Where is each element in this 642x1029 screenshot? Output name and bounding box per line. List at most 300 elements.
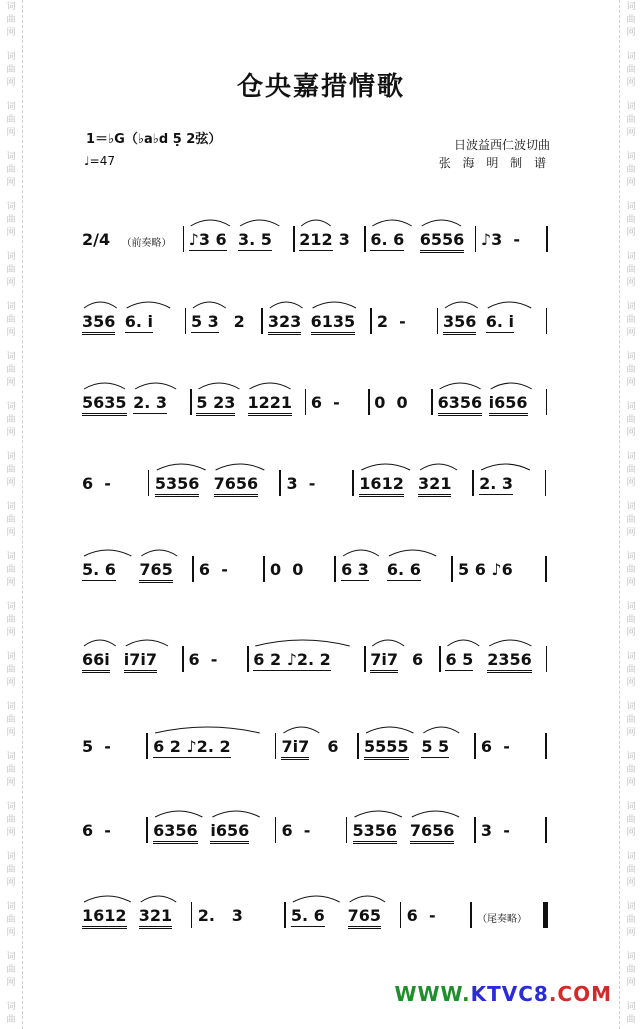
watermark-glyph: 曲 bbox=[626, 315, 636, 325]
watermark-glyph: 词 bbox=[6, 152, 16, 162]
watermark-glyph: 词 bbox=[626, 102, 636, 112]
watermark-glyph: 词 bbox=[626, 302, 636, 312]
bar-line bbox=[370, 308, 372, 334]
watermark-glyph: 网 bbox=[626, 28, 636, 38]
note-group: 356 bbox=[443, 312, 476, 335]
note-group: ♪3 6 bbox=[188, 230, 227, 249]
score-line bbox=[78, 906, 558, 946]
composer-credit: 日波益西仁波切曲 bbox=[453, 138, 550, 152]
watermark-glyph: 网 bbox=[6, 678, 16, 688]
note-group: 212 bbox=[299, 230, 333, 249]
watermark-glyph: 曲 bbox=[626, 415, 636, 425]
watermark-glyph: 曲 bbox=[6, 765, 16, 775]
slur-mark bbox=[141, 896, 176, 902]
watermark-glyph: 网 bbox=[626, 828, 636, 838]
watermark-glyph: 词 bbox=[626, 52, 636, 62]
slur-mark bbox=[343, 550, 379, 556]
footer-brand: KTVC8 bbox=[470, 982, 549, 1006]
watermark-glyph: 曲 bbox=[626, 365, 636, 375]
watermark-glyph: 曲 bbox=[6, 1015, 16, 1025]
watermark-glyph: 词 bbox=[626, 452, 636, 462]
bar-line bbox=[474, 817, 476, 843]
score-line bbox=[78, 312, 558, 352]
slur-mark bbox=[191, 220, 230, 226]
score-line bbox=[78, 560, 558, 600]
slur-mark bbox=[255, 640, 349, 646]
watermark-glyph: 词 bbox=[626, 902, 636, 912]
watermark-glyph: 曲 bbox=[6, 815, 16, 825]
slur-mark bbox=[372, 640, 404, 646]
slur-mark bbox=[366, 727, 413, 733]
bar-line bbox=[368, 389, 370, 415]
bar-line bbox=[546, 308, 548, 334]
watermark-glyph: 网 bbox=[626, 328, 636, 338]
watermark-glyph: 网 bbox=[626, 78, 636, 88]
watermark-glyph: 曲 bbox=[6, 415, 16, 425]
watermark-glyph: 曲 bbox=[626, 465, 636, 475]
watermark-glyph: 网 bbox=[6, 278, 16, 288]
note-group: 1612 bbox=[359, 474, 404, 497]
watermark-glyph: 曲 bbox=[6, 315, 16, 325]
watermark-glyph: 曲 bbox=[6, 165, 16, 175]
slur-layer bbox=[78, 444, 558, 474]
watermark-glyph: 曲 bbox=[6, 865, 16, 875]
note-group: 2/4 bbox=[82, 230, 111, 249]
site-footer-logo[interactable] bbox=[394, 982, 612, 1006]
watermark-glyph: 网 bbox=[626, 778, 636, 788]
watermark-glyph: 网 bbox=[6, 828, 16, 838]
bar-line bbox=[545, 556, 547, 582]
watermark-glyph: 曲 bbox=[626, 665, 636, 675]
slur-mark bbox=[372, 220, 411, 226]
slur-mark bbox=[481, 464, 530, 470]
slur-mark bbox=[412, 811, 459, 817]
watermark-glyph: 曲 bbox=[626, 215, 636, 225]
note-group: 66i bbox=[82, 650, 110, 673]
note-group: 6 - bbox=[188, 650, 218, 669]
bar-line bbox=[190, 389, 192, 415]
slur-mark bbox=[491, 383, 532, 389]
note-group: 5 23 bbox=[196, 393, 235, 416]
watermark-glyph: 曲 bbox=[6, 715, 16, 725]
watermark-glyph: 词 bbox=[6, 352, 16, 362]
bar-line bbox=[293, 226, 295, 252]
note-group: 323 bbox=[268, 312, 301, 335]
bar-line bbox=[364, 646, 366, 672]
watermark-glyph: 曲 bbox=[626, 765, 636, 775]
note-group: 2356 bbox=[487, 650, 532, 673]
note-group: 5 - bbox=[82, 737, 111, 756]
slur-mark bbox=[293, 896, 340, 902]
watermark-glyph: 网 bbox=[6, 328, 16, 338]
watermark-glyph: 曲 bbox=[6, 515, 16, 525]
slur-mark bbox=[420, 464, 457, 470]
note-group: 0 0 bbox=[270, 560, 304, 579]
note-group: 5356 bbox=[353, 821, 398, 844]
slur-layer bbox=[78, 200, 558, 230]
note-group: 2. 3 bbox=[197, 906, 243, 925]
song-title: 仓央嘉措情歌 bbox=[236, 72, 405, 102]
watermark-glyph: 曲 bbox=[6, 615, 16, 625]
bar-line bbox=[546, 389, 548, 415]
bar-line bbox=[305, 389, 307, 415]
note-group: 5. 6 bbox=[82, 560, 116, 579]
watermark-glyph: 词 bbox=[6, 202, 16, 212]
slur-mark bbox=[250, 383, 291, 389]
watermark-glyph: 曲 bbox=[6, 465, 16, 475]
watermark-glyph: 曲 bbox=[626, 515, 636, 525]
key-signature: 1＝♭G（♭a♭d 5̣ 2弦） bbox=[86, 132, 222, 147]
watermark-glyph: 网 bbox=[6, 728, 16, 738]
watermark-glyph: 网 bbox=[6, 778, 16, 788]
watermark-glyph: 词 bbox=[626, 152, 636, 162]
note-group: 6. i bbox=[485, 312, 515, 331]
note-group: 6 5 bbox=[445, 650, 474, 669]
watermark-glyph: 词 bbox=[626, 652, 636, 662]
watermark-glyph: 网 bbox=[6, 78, 16, 88]
watermark-glyph: 曲 bbox=[626, 1015, 636, 1025]
watermark-glyph: 词 bbox=[6, 2, 16, 12]
watermark-glyph: 网 bbox=[6, 228, 16, 238]
watermark-glyph: 词 bbox=[6, 952, 16, 962]
bar-line bbox=[183, 226, 185, 252]
note-group: 5 3 bbox=[190, 312, 219, 331]
slur-mark bbox=[193, 302, 226, 308]
note-group: 6 - bbox=[82, 474, 111, 493]
bar-line bbox=[191, 902, 193, 928]
watermark-glyph: 词 bbox=[6, 102, 16, 112]
slur-mark bbox=[447, 640, 479, 646]
score-line bbox=[78, 230, 558, 270]
right-watermark-column bbox=[620, 0, 642, 1029]
slur-mark bbox=[84, 302, 117, 308]
slur-mark bbox=[301, 220, 330, 226]
watermark-glyph: 网 bbox=[626, 628, 636, 638]
bar-line bbox=[400, 902, 402, 928]
slur-mark bbox=[84, 640, 116, 646]
note-group: 3 - bbox=[480, 821, 510, 840]
watermark-glyph: 曲 bbox=[626, 115, 636, 125]
note-group: 3 - bbox=[286, 474, 316, 493]
bar-line bbox=[247, 646, 249, 672]
footer-prefix: WWW. bbox=[394, 982, 471, 1006]
watermark-glyph: 词 bbox=[6, 652, 16, 662]
watermark-glyph: 词 bbox=[6, 852, 16, 862]
watermark-glyph: 网 bbox=[6, 378, 16, 388]
slur-mark bbox=[141, 550, 177, 556]
watermark-glyph: 网 bbox=[6, 878, 16, 888]
watermark-glyph: 词 bbox=[6, 902, 16, 912]
final-bar-line bbox=[543, 902, 548, 928]
watermark-glyph: 曲 bbox=[6, 565, 16, 575]
watermark-glyph: 曲 bbox=[626, 15, 636, 25]
note-group: i656 bbox=[210, 821, 249, 844]
watermark-glyph: 词 bbox=[6, 1002, 16, 1012]
bar-line bbox=[470, 902, 472, 928]
slur-mark bbox=[440, 383, 481, 389]
slur-mark bbox=[126, 640, 168, 646]
watermark-glyph: 网 bbox=[6, 178, 16, 188]
bar-line bbox=[346, 817, 348, 843]
note-group: 6 - bbox=[480, 737, 510, 756]
note-group: 6. 6 bbox=[386, 560, 421, 579]
note-group: 6135 bbox=[311, 312, 356, 335]
bar-line bbox=[437, 308, 439, 334]
note-group: 6356 bbox=[153, 821, 198, 844]
watermark-glyph: 曲 bbox=[6, 65, 16, 75]
watermark-glyph: 曲 bbox=[626, 65, 636, 75]
note-group: 5. 6 bbox=[290, 906, 325, 925]
note-group: 6 bbox=[327, 737, 339, 756]
bar-line bbox=[261, 308, 263, 334]
bar-line bbox=[275, 817, 277, 843]
watermark-glyph: 词 bbox=[6, 602, 16, 612]
slur-layer bbox=[78, 876, 558, 906]
watermark-glyph: 曲 bbox=[626, 265, 636, 275]
slur-mark bbox=[157, 464, 206, 470]
bar-line bbox=[474, 733, 476, 759]
slur-mark bbox=[84, 383, 125, 389]
slur-mark bbox=[283, 727, 319, 733]
note-group: 7656 bbox=[410, 821, 455, 844]
watermark-glyph: 网 bbox=[626, 528, 636, 538]
slur-mark bbox=[350, 896, 385, 902]
slur-layer bbox=[78, 363, 558, 393]
watermark-glyph: 网 bbox=[6, 528, 16, 538]
note-group: 0 0 bbox=[374, 393, 408, 412]
slur-mark bbox=[135, 383, 176, 389]
watermark-glyph: 曲 bbox=[6, 15, 16, 25]
slur-mark bbox=[313, 302, 356, 308]
bar-line bbox=[546, 646, 548, 672]
watermark-glyph: 曲 bbox=[6, 915, 16, 925]
watermark-glyph: 曲 bbox=[626, 915, 636, 925]
watermark-glyph: 网 bbox=[6, 478, 16, 488]
note-group: 7i7 bbox=[281, 737, 309, 760]
watermark-glyph: 网 bbox=[626, 178, 636, 188]
watermark-glyph: 曲 bbox=[626, 165, 636, 175]
note-group: 321 bbox=[139, 906, 172, 929]
note-group: 2. 3 bbox=[479, 474, 514, 493]
watermark-glyph: 曲 bbox=[6, 215, 16, 225]
watermark-glyph: 词 bbox=[626, 602, 636, 612]
score-line bbox=[78, 474, 558, 514]
watermark-glyph: 网 bbox=[626, 228, 636, 238]
watermark-glyph: 词 bbox=[626, 402, 636, 412]
watermark-glyph: 词 bbox=[6, 752, 16, 762]
performance-note: （尾奏略） bbox=[477, 914, 528, 925]
note-group: 2 - bbox=[376, 312, 406, 331]
arranger-credit: 张 海 明 制 谱 bbox=[438, 156, 550, 170]
watermark-glyph: 词 bbox=[6, 52, 16, 62]
watermark-glyph: 网 bbox=[626, 378, 636, 388]
watermark-glyph: 曲 bbox=[6, 265, 16, 275]
bar-line bbox=[545, 817, 547, 843]
watermark-glyph: 网 bbox=[626, 678, 636, 688]
watermark-glyph: 网 bbox=[6, 428, 16, 438]
slur-mark bbox=[216, 464, 265, 470]
bar-line bbox=[146, 733, 148, 759]
bar-line bbox=[364, 226, 366, 252]
slur-mark bbox=[389, 550, 436, 556]
watermark-glyph: 词 bbox=[626, 802, 636, 812]
watermark-glyph: 词 bbox=[6, 452, 16, 462]
left-watermark-column bbox=[0, 0, 22, 1029]
watermark-glyph: 词 bbox=[626, 252, 636, 262]
watermark-glyph: 词 bbox=[626, 2, 636, 12]
score-line bbox=[78, 650, 558, 690]
slur-mark bbox=[422, 220, 461, 226]
score-line bbox=[78, 737, 558, 777]
watermark-glyph: 曲 bbox=[626, 865, 636, 875]
bar-line bbox=[439, 646, 441, 672]
slur-layer bbox=[78, 530, 558, 560]
note-group: 6 3 bbox=[341, 560, 369, 579]
note-group: 6 2 ♪2. 2 bbox=[253, 650, 331, 669]
watermark-glyph: 曲 bbox=[626, 615, 636, 625]
note-group: 7i7 bbox=[370, 650, 398, 673]
watermark-glyph: 曲 bbox=[6, 115, 16, 125]
slur-mark bbox=[212, 811, 259, 817]
watermark-glyph: 网 bbox=[6, 578, 16, 588]
note-group: 3. 5 bbox=[238, 230, 272, 249]
slur-mark bbox=[270, 302, 303, 308]
bar-line bbox=[263, 556, 265, 582]
note-group: 6 2 ♪2. 2 bbox=[153, 737, 231, 756]
watermark-glyph: 曲 bbox=[626, 965, 636, 975]
bar-line bbox=[185, 308, 187, 334]
slur-mark bbox=[155, 727, 260, 733]
slur-mark bbox=[84, 896, 131, 902]
note-group: 1221 bbox=[248, 393, 293, 416]
note-group: 2 bbox=[233, 312, 245, 331]
watermark-glyph: 网 bbox=[626, 578, 636, 588]
note-group: 5 6 ♪6 bbox=[458, 560, 513, 579]
bar-line bbox=[334, 556, 336, 582]
slur-mark bbox=[361, 464, 410, 470]
tempo-mark: ♩=47 bbox=[84, 154, 115, 168]
watermark-glyph: 网 bbox=[626, 928, 636, 938]
watermark-glyph: 网 bbox=[6, 978, 16, 988]
slur-mark bbox=[423, 727, 459, 733]
note-group: 6 - bbox=[82, 821, 111, 840]
bar-line bbox=[431, 389, 433, 415]
note-group: i656 bbox=[489, 393, 528, 416]
watermark-glyph: 词 bbox=[626, 352, 636, 362]
performance-note: （前奏略） bbox=[121, 238, 172, 249]
watermark-glyph: 词 bbox=[626, 1002, 636, 1012]
note-group: 5555 bbox=[364, 737, 409, 760]
note-group: 7656 bbox=[214, 474, 259, 497]
bar-line bbox=[546, 226, 548, 252]
slur-mark bbox=[240, 220, 279, 226]
bar-line bbox=[545, 470, 547, 496]
watermark-glyph: 曲 bbox=[626, 565, 636, 575]
note-group: 5635 bbox=[82, 393, 127, 416]
watermark-glyph: 网 bbox=[626, 428, 636, 438]
watermark-glyph: 曲 bbox=[626, 715, 636, 725]
watermark-glyph: 词 bbox=[626, 702, 636, 712]
note-group: 765 bbox=[139, 560, 172, 583]
note-group: 6 - bbox=[198, 560, 228, 579]
note-group: ♪3 - bbox=[480, 230, 521, 249]
watermark-glyph: 网 bbox=[6, 928, 16, 938]
bar-line bbox=[148, 470, 150, 496]
bar-line bbox=[192, 556, 194, 582]
note-group: i7i7 bbox=[124, 650, 157, 673]
bar-line bbox=[275, 733, 277, 759]
note-group: 6. i bbox=[124, 312, 153, 331]
watermark-glyph: 词 bbox=[6, 502, 16, 512]
slur-mark bbox=[198, 383, 239, 389]
note-group: 6. 6 bbox=[370, 230, 405, 249]
bar-line bbox=[352, 470, 354, 496]
slur-mark bbox=[489, 640, 531, 646]
bar-line bbox=[472, 470, 474, 496]
bar-line bbox=[146, 817, 148, 843]
watermark-glyph: 词 bbox=[6, 802, 16, 812]
score-line bbox=[78, 821, 558, 861]
watermark-glyph: 词 bbox=[626, 202, 636, 212]
slur-mark bbox=[127, 302, 170, 308]
watermark-glyph: 曲 bbox=[6, 365, 16, 375]
watermark-glyph: 词 bbox=[626, 952, 636, 962]
watermark-glyph: 词 bbox=[626, 852, 636, 862]
watermark-glyph: 曲 bbox=[626, 815, 636, 825]
watermark-glyph: 曲 bbox=[6, 965, 16, 975]
score-line bbox=[78, 393, 558, 433]
slur-layer bbox=[78, 282, 558, 312]
note-group: 321 bbox=[418, 474, 451, 497]
slur-layer bbox=[78, 791, 558, 821]
note-group: 2. 3 bbox=[133, 393, 167, 412]
note-group: 1612 bbox=[82, 906, 127, 929]
bar-line bbox=[451, 556, 453, 582]
note-group: 6 - bbox=[281, 821, 311, 840]
note-group: 6 - bbox=[310, 393, 340, 412]
watermark-glyph: 网 bbox=[626, 978, 636, 988]
watermark-glyph: 词 bbox=[626, 752, 636, 762]
slur-layer bbox=[78, 707, 558, 737]
note-group: 356 bbox=[82, 312, 115, 335]
note-group: 5 5 bbox=[421, 737, 450, 756]
footer-suffix: .COM bbox=[548, 982, 612, 1006]
watermark-glyph: 网 bbox=[6, 128, 16, 138]
watermark-glyph: 网 bbox=[626, 478, 636, 488]
bar-line bbox=[284, 902, 286, 928]
watermark-glyph: 词 bbox=[626, 502, 636, 512]
watermark-glyph: 网 bbox=[626, 278, 636, 288]
slur-layer bbox=[78, 620, 558, 650]
watermark-glyph: 网 bbox=[6, 628, 16, 638]
watermark-glyph: 网 bbox=[626, 728, 636, 738]
watermark-glyph: 词 bbox=[6, 302, 16, 312]
slur-mark bbox=[155, 811, 202, 817]
slur-mark bbox=[84, 550, 131, 556]
slur-mark bbox=[445, 302, 478, 308]
watermark-glyph: 网 bbox=[626, 128, 636, 138]
bar-line bbox=[357, 733, 359, 759]
watermark-glyph: 曲 bbox=[6, 665, 16, 675]
note-group: 765 bbox=[348, 906, 381, 929]
slur-mark bbox=[488, 302, 531, 308]
watermark-glyph: 网 bbox=[6, 28, 16, 38]
bar-line bbox=[182, 646, 184, 672]
bar-line bbox=[279, 470, 281, 496]
note-group: 6556 bbox=[420, 230, 465, 253]
note-group: 6 - bbox=[406, 906, 436, 925]
watermark-glyph: 词 bbox=[6, 552, 16, 562]
